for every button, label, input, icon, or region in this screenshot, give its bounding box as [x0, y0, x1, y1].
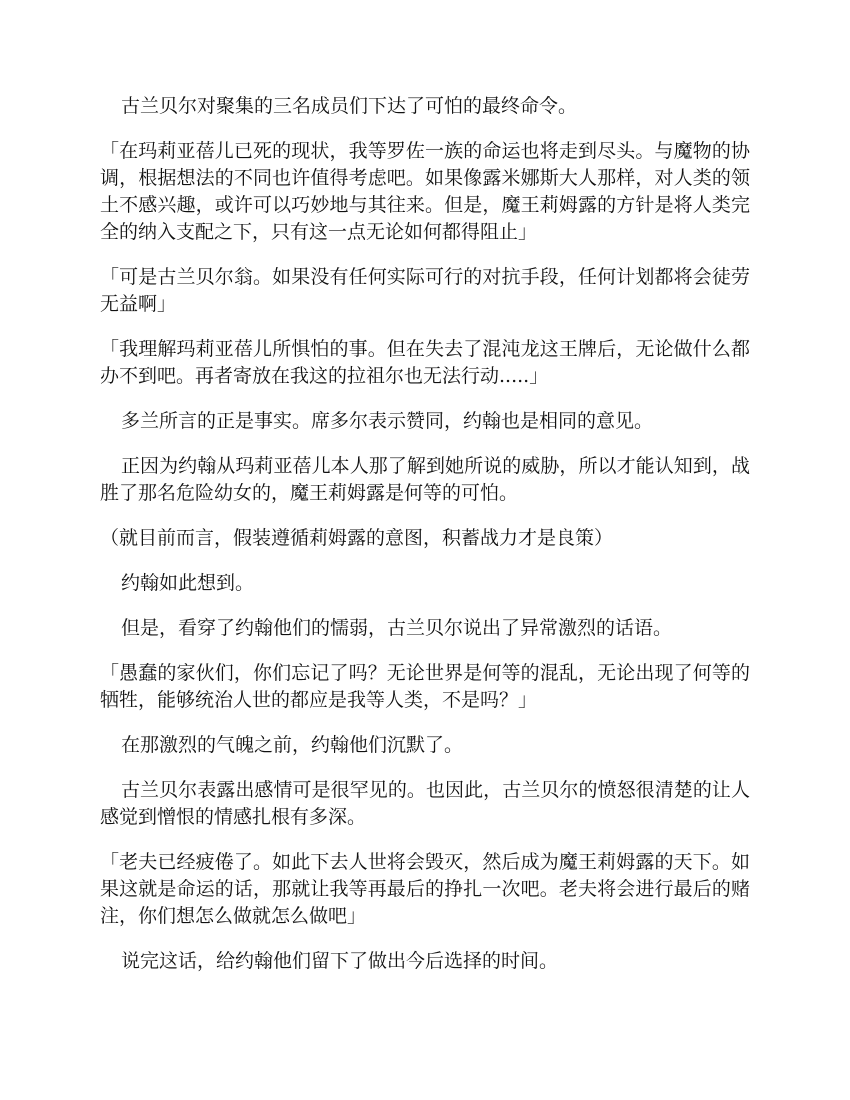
paragraph: 在那激烈的气魄之前，约翰他们沉默了。: [121, 734, 464, 756]
paragraph: 「在玛莉亚蓓儿已死的现状，我等罗佐一族的命运也将走到尽头。与魔物的协调，根据想法的不同也许值得考虑吧。如果像露米娜斯大人那样，对人类的领土不感兴趣，或许可以巧妙地与其往来。但是，魔王莉姆露的方针是将人类完全的纳入支配之下，只有这一点无论如何都得阻止」: [100, 140, 750, 243]
paragraph: 约翰如此想到。: [121, 572, 255, 594]
paragraph: 古兰贝尔对聚集的三名成员们下达了可怕的最终命令。: [121, 95, 578, 117]
paragraph: 说完这话，给约翰他们留下了做出今后选择的时间。: [121, 950, 559, 972]
paragraph: 「愚蠢的家伙们，你们忘记了吗？无论世界是何等的混乱，无论出现了何等的牺牲，能够统治人世的都应是我等人类，不是吗？」: [100, 662, 750, 711]
paragraph: 但是，看穿了约翰他们的懦弱，古兰贝尔说出了异常激烈的话语。: [121, 617, 673, 639]
paragraph: 多兰所言的正是事实。席多尔表示赞同，约翰也是相同的意见。: [121, 410, 654, 432]
document-body: [100, 93, 750, 993]
paragraph: 古兰贝尔表露出感情可是很罕见的。也因此，古兰贝尔的愤怒很清楚的让人感觉到憎恨的情感扎根有多深。: [100, 779, 750, 828]
paragraph: 「可是古兰贝尔翁。如果没有任何实际可行的对抗手段，任何计划都将会徒劳无益啊」: [100, 266, 750, 315]
paragraph: 「我理解玛莉亚蓓儿所惧怕的事。但在失去了混沌龙这王牌后，无论做什么都办不到吧。再者寄放在我这的拉祖尔也无法行动.....」: [100, 338, 750, 387]
paragraph: （就目前而言，假装遵循莉姆露的意图，积蓄战力才是良策）: [100, 527, 614, 549]
paragraph: 正因为约翰从玛莉亚蓓儿本人那了解到她所说的威胁，所以才能认知到，战胜了那名危险幼女的，魔王莉姆露是何等的可怕。: [100, 455, 750, 504]
paragraph: 「老夫已经疲倦了。如此下去人世将会毁灭，然后成为魔王莉姆露的天下。如果这就是命运的话，那就让我等再最后的挣扎一次吧。老夫将会进行最后的赌注，你们想怎么做就怎么做吧」: [100, 851, 750, 927]
